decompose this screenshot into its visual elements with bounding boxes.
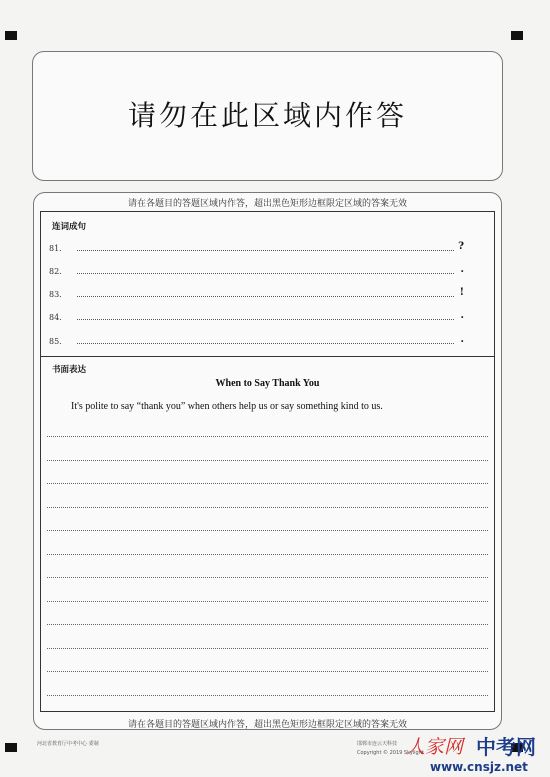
writing-line[interactable] [47, 460, 488, 461]
answer-line [77, 319, 454, 320]
writing-line[interactable] [47, 577, 488, 578]
answer-line [77, 296, 454, 297]
registration-mark [5, 31, 17, 40]
question-number: 85. [49, 337, 62, 346]
end-mark: . [460, 264, 464, 275]
registration-mark [5, 743, 17, 752]
footer-right-line2: Copyright © 2019 Skylight [357, 750, 424, 756]
writing-line[interactable] [47, 648, 488, 649]
answer-line [77, 250, 454, 251]
answer-area [40, 211, 495, 712]
registration-mark [511, 31, 523, 40]
answer-row[interactable] [49, 285, 464, 301]
section-label-writing: 书面表达 [52, 365, 87, 375]
answer-row[interactable] [49, 332, 464, 348]
question-number: 83. [49, 290, 62, 299]
essay-title: When to Say Thank You [215, 378, 320, 389]
section-divider [41, 356, 494, 357]
question-number: 81. [49, 244, 62, 253]
writing-line[interactable] [47, 624, 488, 625]
notice-top: 请在各题目的答题区域内作答，超出黑色矩形边框限定区域的答案无效 [127, 199, 407, 209]
end-mark: ! [459, 287, 464, 298]
answer-line [77, 273, 454, 274]
watermark-brand: 人家网 [406, 736, 464, 758]
no-answer-area [32, 51, 503, 181]
writing-line[interactable] [47, 695, 488, 696]
writing-line[interactable] [47, 671, 488, 672]
writing-line[interactable] [47, 601, 488, 602]
footer-left: 河北省教育厅中考中心 委制 [37, 741, 99, 747]
writing-line[interactable] [47, 530, 488, 531]
notice-bottom: 请在各题目的答题区域内作答，超出黑色矩形边框限定区域的答案无效 [127, 720, 407, 730]
no-answer-title: 请勿在此区域内作答 [127, 99, 407, 132]
watermark-site-name: 中考网 [476, 735, 536, 759]
end-mark: . [460, 334, 464, 345]
footer-right-line1: 邯郸市连云天科技 [357, 741, 398, 747]
answer-line [77, 343, 454, 344]
writing-line[interactable] [47, 507, 488, 508]
site-watermark [400, 729, 550, 777]
section-label-sentences: 连词成句 [52, 222, 87, 232]
answer-row[interactable] [49, 239, 464, 255]
end-mark: ? [458, 241, 464, 252]
writing-line[interactable] [47, 436, 488, 437]
writing-line[interactable] [47, 554, 488, 555]
question-number: 82. [49, 267, 62, 276]
essay-prompt: It's polite to say “thank you” when others help us or say something kind to us. [71, 401, 383, 412]
answer-row[interactable] [49, 262, 464, 278]
answer-frame [33, 192, 502, 730]
end-mark: . [460, 310, 464, 321]
question-number: 84. [49, 313, 62, 322]
writing-line[interactable] [47, 483, 488, 484]
watermark-url: www.cnsjz.net [430, 760, 528, 774]
answer-row[interactable] [49, 308, 464, 324]
